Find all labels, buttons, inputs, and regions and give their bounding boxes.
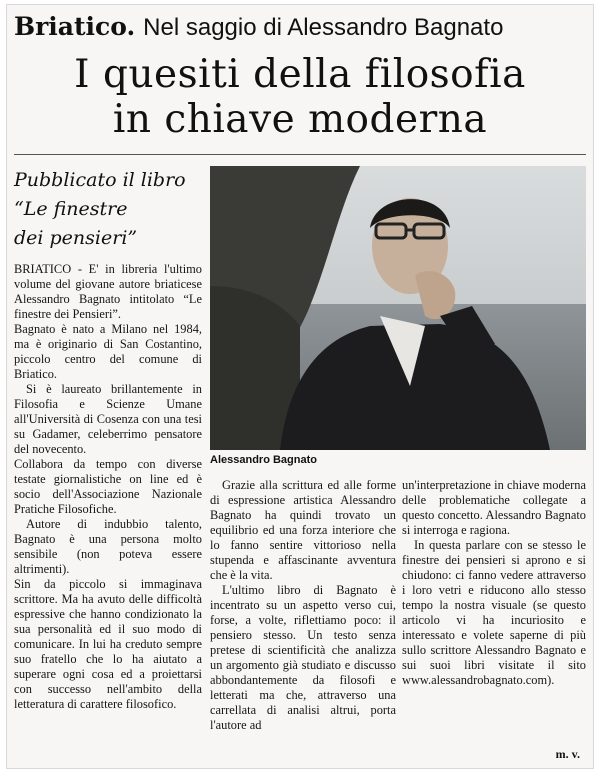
author-signature: m. v.: [555, 747, 580, 761]
paragraph: un'interpretazione in chiave moderna delle problematiche collegate a questo concetto. Alessandro Bagnato si interroga e ragiona.: [402, 478, 586, 537]
kicker-text: Nel saggio di Alessandro Bagnato: [143, 14, 504, 41]
divider: [14, 154, 586, 155]
headline: [0, 52, 600, 142]
column-3: [402, 478, 586, 688]
paragraph: BRIATICO - E' in libreria l'ultimo volume del giovane autore briaticese Alessandro Bagnato intitolato “Le finestre dei Pensieri”.: [14, 262, 202, 321]
author-photo: [210, 166, 586, 450]
kicker: [14, 12, 586, 43]
headline-line-2: in chiave moderna: [112, 97, 488, 142]
paragraph: Grazie alla scrittura ed alle forme di espressione artistica Alessandro Bagnato ha quindi trovato un equilibrio ed una forza interiore che lo fanno sentire vittorioso nella stupenda e affascinante avventura che è la vita.: [210, 478, 396, 582]
subhead-line-2: “Le finestre: [14, 198, 128, 220]
subhead-line-3: dei pensieri”: [14, 227, 138, 249]
subhead: [14, 166, 202, 253]
paragraph: Bagnato è nato a Milano nel 1984, ma è originario di San Costantino, piccolo centro del comune di Briatico.: [14, 322, 202, 381]
subhead-line-1: Pubblicato il libro: [14, 169, 186, 191]
headline-line-1: I quesiti della filosofia: [74, 52, 526, 97]
column-1: [14, 262, 202, 712]
kicker-place: Briatico.: [14, 12, 136, 41]
column-2: [210, 478, 396, 733]
photo-caption: Alessandro Bagnato: [210, 454, 317, 466]
paragraph: Sin da piccolo si immaginava scrittore. Ma ha avuto delle difficoltà espressive che hanno condizionato la sua personalità ed il suo modo di comunicare. In lui ha creduto sempre suo fratello che lo ha aiutato a superare ogni cosa ed a proiettarsi con successo nell'ambito della letteratura di carattere filosofico.: [14, 577, 202, 711]
paragraph: Collabora da tempo con diverse testate giornalistiche on line ed è socio dell'Associazione Nazionale Pratiche Filosofiche.: [14, 457, 202, 516]
paragraph: L'ultimo libro di Bagnato è incentrato su un aspetto verso cui, forse, a volte, riflettiamo poco: il pensiero stesso. Un testo senza pretese di scientificità che analizza un argomento già studiato e discusso abbondantemente da filosofi e letterati ma che, attraverso una carrellata di analisi altrui, porta l'autore ad: [210, 583, 396, 732]
paragraph: Si è laureato brillantemente in Filosofia e Scienze Umane all'Università di Cosenza con una tesi su Gadamer, celeberrimo pensatore del novecento.: [14, 382, 202, 456]
paragraph: Autore di indubbio talento, Bagnato è una persona molto sensibile (non poteva essere altrimenti).: [14, 517, 202, 576]
paragraph: In questa parlare con se stesso le finestre dei pensieri si aprono e si chiudono: ci fanno vedere attraverso i loro vetri e riducono allo stesso tempo la nostra visuale (se questo articolo vi ha incuriosito e interessato e volete saperne di più sullo scrittore Alessandro Bagnato e sui suoi libri visitate il sito www.alessandrobagnato.com).: [402, 538, 586, 687]
